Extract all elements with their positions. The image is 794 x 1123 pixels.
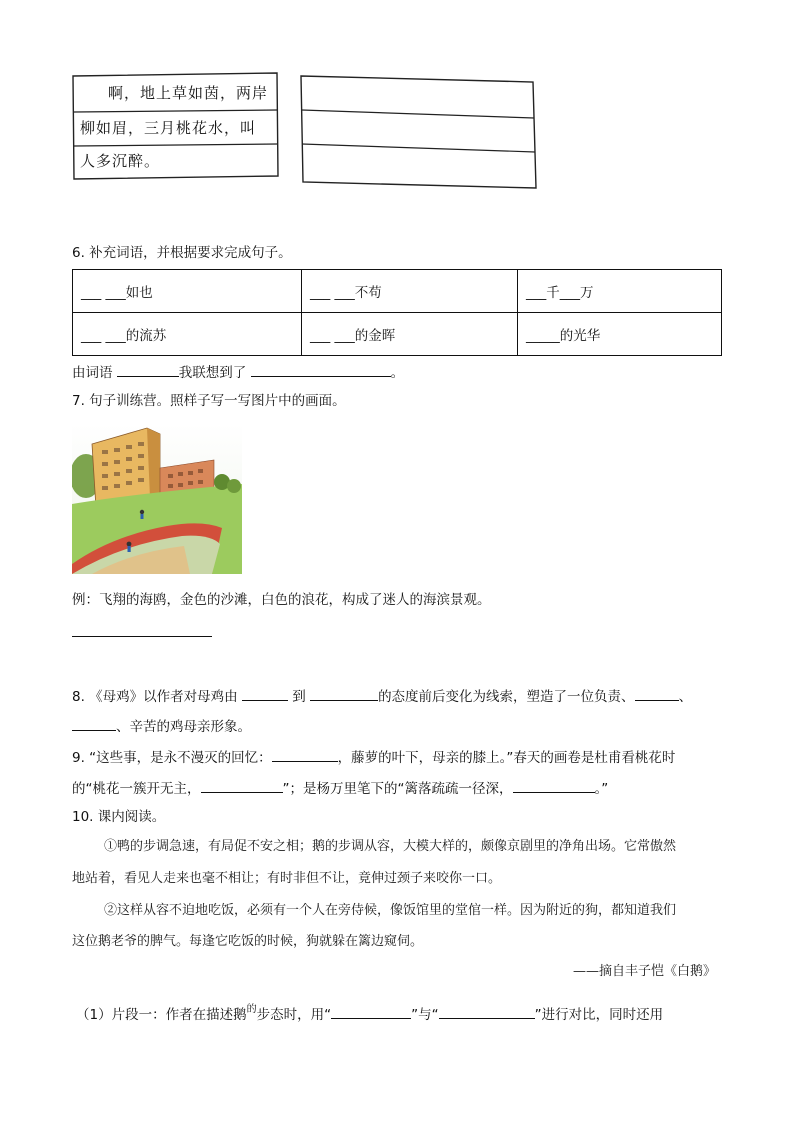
q6-cell[interactable]: ___千___万 bbox=[518, 270, 722, 313]
q6-cell[interactable]: ___ ___的金晖 bbox=[302, 313, 518, 356]
q8-text: 的态度前后变化为线索，塑造了一位负责、 bbox=[378, 689, 635, 705]
answer-blank[interactable] bbox=[513, 778, 595, 793]
handwriting-grid-right bbox=[300, 74, 538, 190]
q9-text: 9. “这些事，是永不漫灭的回忆： bbox=[72, 750, 272, 766]
q6-cell[interactable]: _____的光华 bbox=[518, 313, 722, 356]
reading-p2-line-1: ②这样从容不迫地吃饭，必须有一个人在旁侍候，像饭馆里的堂倌一样。因为附近的狗，都知道我们 bbox=[104, 903, 677, 918]
q9-text: 的“桃花一簇开无主， bbox=[72, 781, 201, 797]
q8-text: 到 bbox=[292, 689, 306, 705]
reading-p1-line-2: 地站着，看见人走来也毫不相让；有时非但不让，竟伸过颈子来咬你一口。 bbox=[72, 871, 502, 886]
answer-blank[interactable] bbox=[310, 686, 378, 701]
q6-sentence-mid: 我联想到了 bbox=[178, 365, 247, 381]
q10-text: （1）片段一：作者在描述鹅 bbox=[76, 1007, 247, 1023]
q8-text: 、 bbox=[678, 689, 693, 705]
q8-line-1 bbox=[72, 686, 692, 706]
q10-text: ”与“ bbox=[411, 1007, 439, 1023]
q9-text: ，藤萝的叶下，母亲的膝上。”春天的画卷是杜甫看桃花时 bbox=[337, 750, 676, 766]
q8-line-2 bbox=[72, 716, 251, 736]
school-building-illustration bbox=[72, 424, 242, 574]
q6-cell[interactable]: ___ ___如也 bbox=[73, 270, 302, 313]
q6-cell[interactable]: ___ ___不苟 bbox=[302, 270, 518, 313]
q8-text: 8. 《母鸡》以作者对母鸡由 bbox=[72, 689, 238, 705]
answer-blank[interactable] bbox=[242, 686, 288, 701]
q9-line-1 bbox=[72, 747, 675, 767]
answer-blank[interactable] bbox=[331, 1004, 411, 1019]
answer-blank[interactable] bbox=[272, 747, 338, 762]
handwriting-line-3: 人多沉醉。 bbox=[80, 152, 161, 170]
q10-sub-1 bbox=[76, 1004, 663, 1026]
q9-text: ”；是杨万里笔下的“篱落疏疏一径深， bbox=[282, 781, 513, 797]
q9-line-2 bbox=[72, 778, 608, 798]
handwriting-line-2: 柳如眉，三月桃花水，叫 bbox=[80, 119, 257, 137]
q10-text: 步态时，用“ bbox=[256, 1007, 332, 1023]
q8-text: 、辛苦的鸡母亲形象。 bbox=[116, 719, 251, 735]
q6-sentence bbox=[72, 362, 404, 382]
answer-blank[interactable] bbox=[251, 362, 391, 377]
reading-p2-line-2: 这位鹅老爷的脾气。每逢它吃饭的时候，狗就躲在篱边窥伺。 bbox=[72, 934, 424, 949]
q10-text: 的 bbox=[246, 1004, 257, 1015]
q7-example: 例：飞翔的海鸥，金色的沙滩，白色的浪花，构成了迷人的海滨景观。 bbox=[72, 592, 491, 608]
q10-text: ”进行对比，同时还用 bbox=[534, 1007, 664, 1023]
q6-cell[interactable]: ___ ___的流苏 bbox=[73, 313, 302, 356]
q6-word-table bbox=[72, 269, 722, 356]
q10-title: 10. 课内阅读。 bbox=[72, 809, 166, 825]
handwriting-line-1: 啊，地上草如茵，两岸 bbox=[108, 84, 269, 102]
q7-title: 7. 句子训练营。照样子写一写图片中的画面。 bbox=[72, 393, 346, 409]
answer-blank[interactable] bbox=[439, 1004, 535, 1019]
answer-blank[interactable] bbox=[201, 778, 283, 793]
q6-sentence-pre: 由词语 bbox=[72, 365, 113, 381]
q7-answer-line[interactable] bbox=[72, 636, 212, 637]
answer-blank[interactable] bbox=[72, 716, 116, 731]
reading-source: ——摘自丰子恺《白鹅》 bbox=[572, 964, 716, 979]
answer-blank[interactable] bbox=[117, 362, 179, 377]
q6-title: 6. 补充词语，并根据要求完成句子。 bbox=[72, 245, 292, 261]
q9-text: 。” bbox=[594, 781, 609, 797]
q6-sentence-end: 。 bbox=[390, 365, 405, 381]
answer-blank[interactable] bbox=[635, 686, 679, 701]
reading-p1-line-1: ①鸭的步调急速，有局促不安之相；鹅的步调从容，大模大样的，颇像京剧里的净角出场。它常傲然 bbox=[104, 839, 677, 854]
